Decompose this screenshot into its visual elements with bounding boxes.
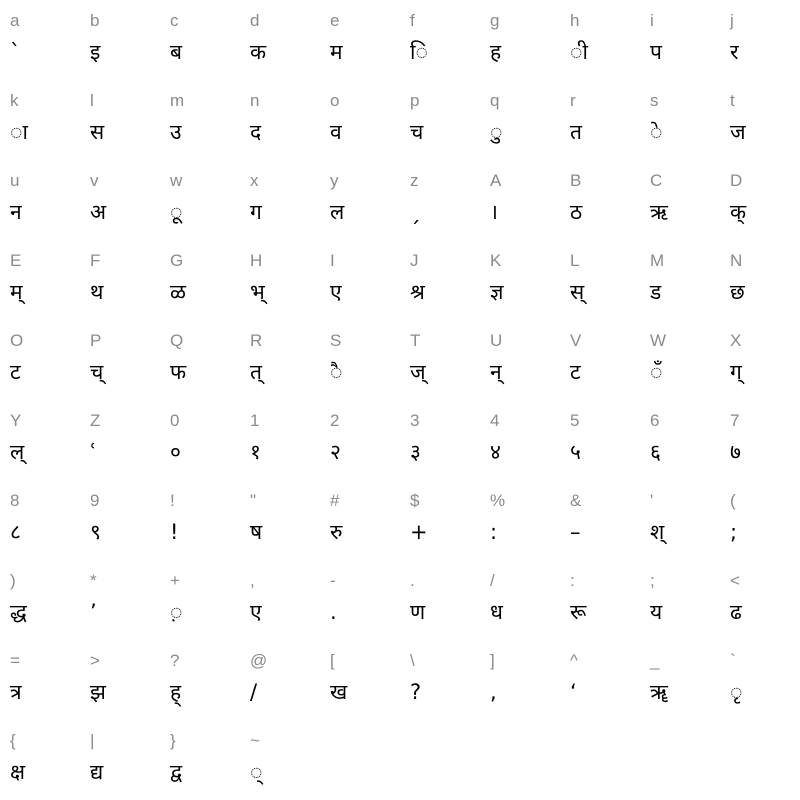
key-label: \	[410, 651, 415, 670]
glyph-char: ल	[330, 200, 345, 224]
key-label: X	[730, 331, 742, 350]
glyph-char: ४	[490, 440, 501, 464]
glyph-char: क	[250, 40, 267, 64]
key-label: s	[650, 91, 659, 110]
glyph-char: ़	[170, 600, 183, 624]
glyph-cell	[560, 400, 640, 480]
glyph-cell	[0, 0, 80, 80]
glyph-char: ग्	[730, 360, 742, 384]
glyph-cell	[400, 560, 480, 640]
glyph-cell	[400, 0, 480, 80]
glyph-char: य	[650, 600, 663, 624]
glyph-char: अ	[90, 200, 107, 224]
glyph-char: !	[170, 520, 179, 544]
glyph-cell	[320, 240, 400, 320]
glyph-char: ‘	[570, 680, 577, 704]
key-label: }	[170, 731, 176, 750]
key-label: [	[330, 651, 335, 670]
key-label: y	[330, 171, 339, 190]
glyph-char: ˋ	[10, 40, 21, 64]
key-label: 6	[650, 411, 660, 430]
glyph-char: .	[330, 600, 337, 624]
key-label: <	[730, 571, 740, 590]
key-label: i	[650, 11, 654, 30]
glyph-cell	[80, 640, 160, 720]
glyph-cell	[80, 400, 160, 480]
glyph-cell	[640, 480, 720, 560]
glyph-char: द्व	[170, 760, 183, 784]
key-label: G	[170, 251, 184, 270]
glyph-cell	[160, 160, 240, 240]
key-label: ;	[650, 571, 655, 590]
glyph-char: द	[250, 120, 262, 144]
glyph-char: ,	[490, 680, 497, 704]
glyph-cell	[640, 400, 720, 480]
glyph-cell	[720, 80, 800, 160]
glyph-char: ट	[570, 360, 581, 384]
glyph-char: श्	[650, 520, 665, 544]
glyph-char: ी	[570, 40, 588, 64]
glyph-cell	[320, 400, 400, 480]
glyph-cell	[240, 0, 320, 80]
key-label: %	[490, 491, 506, 510]
key-label: ?	[170, 651, 180, 670]
glyph-cell	[320, 640, 400, 720]
glyph-char: च	[410, 120, 424, 144]
glyph-cell	[160, 80, 240, 160]
glyph-cell	[160, 640, 240, 720]
glyph-cell	[480, 560, 560, 640]
glyph-cell	[80, 160, 160, 240]
glyph-cell	[80, 560, 160, 640]
key-label: M	[650, 251, 665, 270]
key-label: D	[730, 171, 743, 190]
key-label: 9	[90, 491, 100, 510]
key-label: t	[730, 91, 735, 110]
key-label: j	[730, 11, 734, 30]
glyph-char: ’	[90, 600, 97, 624]
glyph-cell	[0, 720, 80, 800]
glyph-char: े	[650, 120, 663, 144]
key-label: w	[170, 171, 183, 190]
glyph-cell	[160, 720, 240, 800]
key-label: e	[330, 11, 340, 30]
glyph-char: र	[730, 40, 739, 64]
key-label: V	[570, 331, 582, 350]
glyph-char: न	[10, 200, 22, 224]
glyph-cell	[320, 160, 400, 240]
glyph-cell	[720, 400, 800, 480]
glyph-cell	[160, 0, 240, 80]
glyph-char: ै	[330, 360, 343, 384]
glyph-char: ट	[10, 360, 21, 384]
glyph-cell	[480, 80, 560, 160]
glyph-cell	[80, 720, 160, 800]
key-label: B	[570, 171, 582, 190]
glyph-cell	[80, 480, 160, 560]
key-label: #	[330, 491, 340, 510]
key-label: I	[330, 251, 335, 270]
key-label: E	[10, 251, 22, 270]
glyph-char: ५	[570, 440, 581, 464]
glyph-cell	[240, 400, 320, 480]
glyph-char: ʿ	[90, 440, 97, 464]
key-label: (	[730, 491, 736, 510]
glyph-cell	[320, 80, 400, 160]
key-label: K	[490, 251, 502, 270]
glyph-cell	[480, 480, 560, 560]
glyph-cell	[720, 480, 800, 560]
key-label: P	[90, 331, 102, 350]
key-label: 7	[730, 411, 740, 430]
glyph-char: ु	[490, 120, 503, 144]
glyph-cell	[160, 560, 240, 640]
glyph-char: ह्	[170, 680, 182, 704]
glyph-cell	[320, 560, 400, 640]
key-label: 1	[250, 411, 260, 430]
glyph-char: व	[330, 120, 342, 144]
glyph-char: ८	[10, 520, 21, 544]
key-label: F	[90, 251, 101, 270]
glyph-cell	[560, 80, 640, 160]
key-label: '	[650, 491, 654, 510]
glyph-char: ण	[410, 600, 426, 624]
key-label: f	[410, 11, 415, 30]
glyph-cell	[80, 240, 160, 320]
key-label: :	[570, 571, 575, 590]
glyph-cell	[720, 240, 800, 320]
glyph-char: रू	[570, 600, 587, 624]
glyph-char: ख	[330, 680, 348, 704]
key-label: H	[250, 251, 263, 270]
glyph-char: ा	[10, 120, 28, 144]
key-label: J	[410, 251, 419, 270]
glyph-char: त्	[250, 360, 262, 384]
key-label: &	[570, 491, 582, 510]
key-label: C	[650, 171, 663, 190]
glyph-char: ६	[650, 440, 661, 464]
key-label: |	[90, 731, 95, 750]
glyph-char: च्	[90, 360, 104, 384]
glyph-cell	[0, 480, 80, 560]
key-label: x	[250, 171, 259, 190]
glyph-cell	[560, 160, 640, 240]
glyph-char: क्ष	[10, 760, 26, 784]
glyph-char: म	[330, 40, 343, 64]
glyph-char: प	[650, 40, 662, 64]
glyph-cell	[560, 560, 640, 640]
glyph-char: झ	[90, 680, 106, 704]
glyph-char: द्ध	[10, 600, 27, 624]
glyph-char: ँ	[650, 360, 663, 384]
glyph-cell	[160, 480, 240, 560]
key-label: $	[410, 491, 420, 510]
glyph-cell	[560, 0, 640, 80]
key-label: "	[250, 491, 257, 510]
glyph-char: द्य	[90, 760, 104, 784]
glyph-char: भ्	[250, 280, 265, 304]
glyph-char: ृ	[730, 680, 743, 704]
key-label: m	[170, 91, 185, 110]
key-label: W	[650, 331, 667, 350]
glyph-cell	[320, 320, 400, 400]
key-label: >	[90, 651, 100, 670]
key-label: -	[330, 571, 336, 590]
key-label: Z	[90, 411, 101, 430]
glyph-cell	[560, 480, 640, 560]
glyph-char: ।	[490, 200, 498, 224]
glyph-char: उ	[170, 120, 182, 144]
glyph-char: त	[570, 120, 582, 144]
key-label: ~	[250, 731, 260, 750]
glyph-char: श्र	[410, 280, 425, 304]
glyph-cell	[320, 480, 400, 560]
key-label: 0	[170, 411, 180, 430]
key-label: _	[650, 651, 660, 670]
key-label: .	[410, 571, 415, 590]
glyph-cell	[160, 400, 240, 480]
glyph-char: +	[410, 520, 428, 544]
glyph-char: ज्ञ	[490, 280, 504, 304]
glyph-char: ˏ	[410, 200, 421, 224]
glyph-char: ०	[170, 440, 181, 464]
glyph-char: ्	[250, 760, 263, 784]
key-label: R	[250, 331, 263, 350]
glyph-cell	[480, 240, 560, 320]
glyph-char: ब	[170, 40, 182, 64]
key-label: {	[10, 731, 16, 750]
key-label: +	[170, 571, 180, 590]
glyph-cell	[640, 320, 720, 400]
key-label: A	[490, 171, 502, 190]
key-label: o	[330, 91, 340, 110]
key-label: 2	[330, 411, 340, 430]
key-label: Q	[170, 331, 184, 350]
key-label: k	[10, 91, 19, 110]
glyph-char: ३	[410, 440, 421, 464]
glyph-char: त्र	[10, 680, 22, 704]
glyph-char: स्	[570, 280, 585, 304]
glyph-char: म्	[10, 280, 23, 304]
key-label: r	[570, 91, 576, 110]
key-label: d	[250, 11, 260, 30]
glyph-cell	[80, 0, 160, 80]
glyph-cell	[0, 560, 80, 640]
glyph-cell	[80, 80, 160, 160]
glyph-char: छ	[730, 280, 745, 304]
glyph-char: ?	[410, 680, 422, 704]
key-label: u	[10, 171, 20, 190]
key-label: L	[570, 251, 580, 270]
glyph-cell	[0, 400, 80, 480]
glyph-char: ह	[490, 40, 502, 64]
glyph-char: ढ	[730, 600, 742, 624]
glyph-char: ग	[250, 200, 262, 224]
key-label: ^	[570, 651, 578, 670]
glyph-char: ळ	[170, 280, 186, 304]
key-label: *	[90, 571, 97, 590]
key-label: c	[170, 11, 179, 30]
glyph-cell	[720, 320, 800, 400]
glyph-cell	[240, 80, 320, 160]
glyph-cell	[640, 240, 720, 320]
glyph-cell	[240, 560, 320, 640]
glyph-cell	[640, 80, 720, 160]
glyph-cell	[480, 160, 560, 240]
glyph-cell	[0, 160, 80, 240]
key-label: Y	[10, 411, 22, 430]
key-label: =	[10, 651, 20, 670]
glyph-char: ए	[330, 280, 342, 304]
key-label: ]	[490, 651, 495, 670]
glyph-char: /	[250, 680, 258, 704]
glyph-cell	[720, 560, 800, 640]
key-label: l	[90, 91, 94, 110]
key-label: T	[410, 331, 421, 350]
glyph-char: ७	[730, 440, 741, 464]
glyph-cell	[320, 0, 400, 80]
glyph-cell	[480, 0, 560, 80]
glyph-char: ज	[730, 120, 746, 144]
glyph-char: थ	[90, 280, 104, 304]
glyph-char: न्	[490, 360, 502, 384]
key-label: /	[490, 571, 495, 590]
glyph-cell	[240, 320, 320, 400]
glyph-cell	[480, 400, 560, 480]
glyph-cell	[720, 640, 800, 720]
glyph-cell	[160, 320, 240, 400]
glyph-char: १	[250, 440, 261, 464]
key-label: ,	[250, 571, 255, 590]
key-label: n	[250, 91, 260, 110]
glyph-char: ;	[730, 520, 738, 544]
key-label: z	[410, 171, 419, 190]
glyph-char: ॠ	[650, 680, 668, 704]
key-label: p	[410, 91, 420, 110]
glyph-cell	[400, 80, 480, 160]
glyph-char: ए	[250, 600, 262, 624]
glyph-cell	[640, 640, 720, 720]
glyph-char: फ	[170, 360, 187, 384]
key-label: h	[570, 11, 580, 30]
key-label: @	[250, 651, 268, 670]
glyph-cell	[160, 240, 240, 320]
glyph-char: स	[90, 120, 105, 144]
glyph-char: ९	[90, 520, 101, 544]
glyph-char: इ	[90, 40, 101, 64]
key-label: O	[10, 331, 24, 350]
glyph-cell	[240, 160, 320, 240]
key-label: q	[490, 91, 500, 110]
glyph-cell	[560, 320, 640, 400]
key-label: 3	[410, 411, 420, 430]
glyph-cell	[640, 0, 720, 80]
glyph-cell	[240, 240, 320, 320]
glyph-char: रु	[330, 520, 343, 544]
glyph-char: ठ	[570, 200, 583, 224]
key-label: v	[90, 171, 99, 190]
glyph-cell	[240, 640, 320, 720]
key-label: 4	[490, 411, 500, 430]
key-label: b	[90, 11, 100, 30]
glyph-char: ड	[650, 280, 662, 304]
glyph-cell	[400, 400, 480, 480]
glyph-cell	[480, 640, 560, 720]
key-label: S	[330, 331, 342, 350]
glyph-cell	[640, 560, 720, 640]
glyph-char: ि	[410, 40, 428, 64]
key-label: `	[730, 651, 736, 670]
glyph-cell	[240, 720, 320, 800]
glyph-cell	[0, 320, 80, 400]
glyph-cell	[720, 160, 800, 240]
key-label: !	[170, 491, 175, 510]
glyph-char: ष	[250, 520, 263, 544]
glyph-cell	[400, 480, 480, 560]
glyph-cell	[560, 640, 640, 720]
glyph-char: २	[330, 440, 341, 464]
glyph-cell	[80, 320, 160, 400]
glyph-char: क्	[730, 200, 747, 224]
glyph-char: ू	[170, 200, 183, 224]
glyph-cell	[400, 320, 480, 400]
glyph-char: –	[570, 520, 581, 544]
key-label: a	[10, 11, 20, 30]
key-label: g	[490, 11, 500, 30]
glyph-cell	[480, 320, 560, 400]
glyph-char: ज्	[410, 360, 426, 384]
glyph-cell	[720, 0, 800, 80]
glyph-cell	[0, 80, 80, 160]
key-label: 8	[10, 491, 20, 510]
glyph-cell	[240, 480, 320, 560]
glyph-cell	[400, 240, 480, 320]
glyph-cell	[640, 160, 720, 240]
glyph-cell	[0, 240, 80, 320]
key-label: N	[730, 251, 743, 270]
glyph-char: ल्	[10, 440, 25, 464]
glyph-char: ध	[490, 600, 503, 624]
glyph-cell	[400, 160, 480, 240]
glyph-char: :	[490, 520, 498, 544]
glyph-cell	[560, 240, 640, 320]
glyph-cell	[400, 640, 480, 720]
glyph-cell	[0, 640, 80, 720]
key-label: )	[10, 571, 16, 590]
key-label: 5	[570, 411, 580, 430]
key-label: U	[490, 331, 503, 350]
glyph-char: ऋ	[650, 200, 668, 224]
